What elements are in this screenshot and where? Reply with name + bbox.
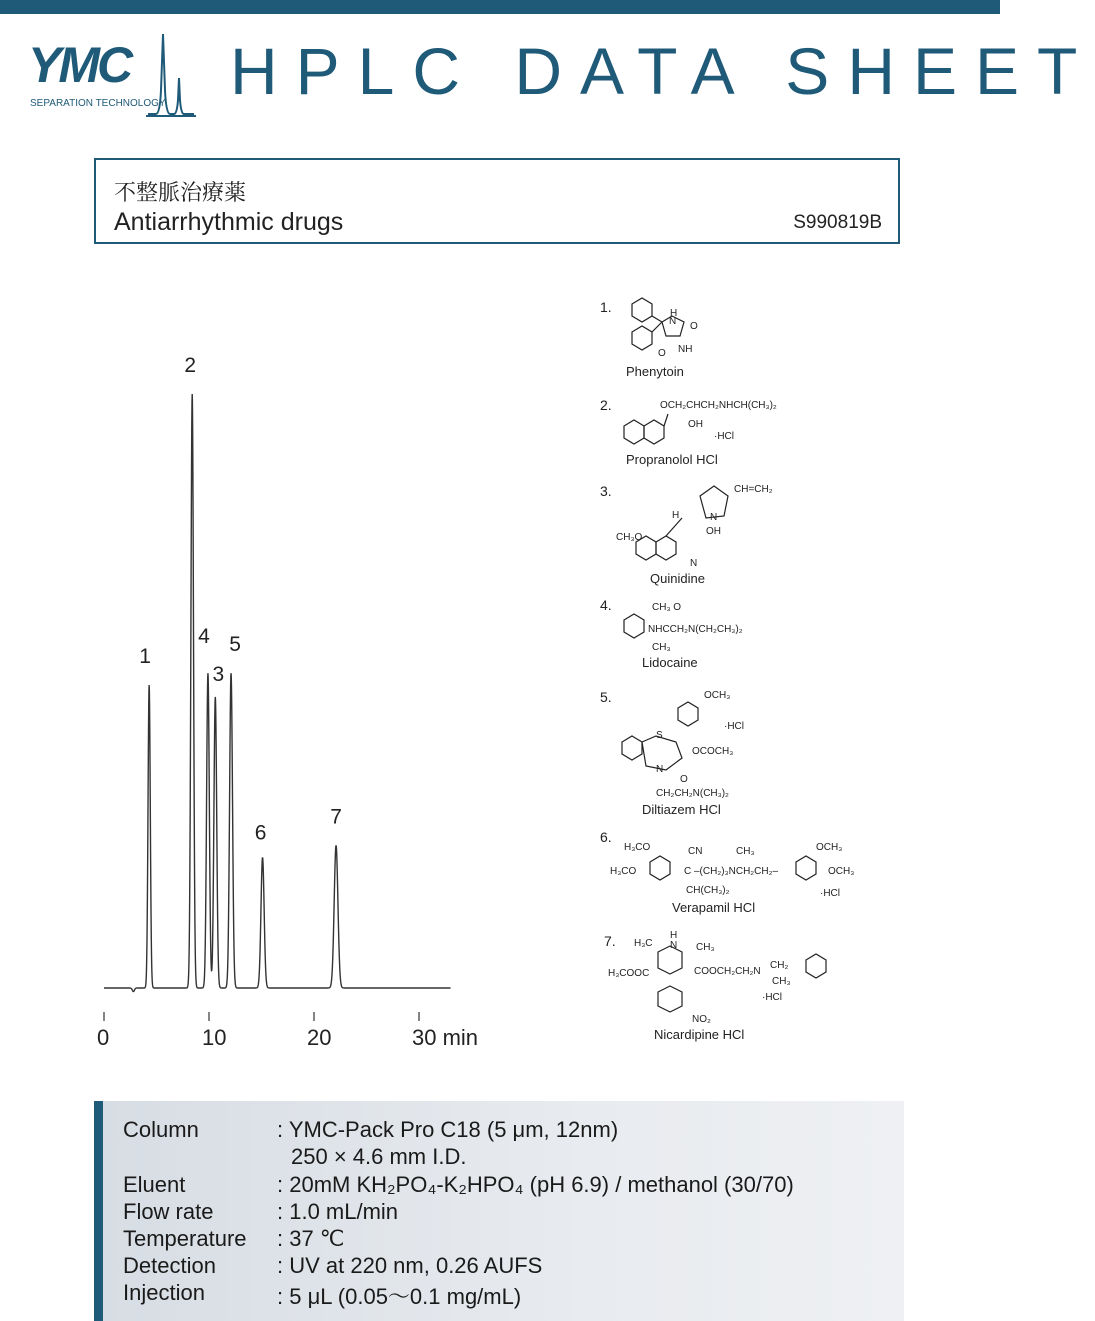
structure-propranolol <box>600 397 777 467</box>
x-tick-label: 10 <box>202 1025 227 1050</box>
logo-peak-icon <box>146 30 196 120</box>
svg-text:CH₃O: CH₃O <box>616 532 643 543</box>
svg-text:O: O <box>690 321 698 332</box>
svg-text:OH: OH <box>706 526 721 537</box>
svg-text:H₃COOC: H₃COOC <box>608 968 650 979</box>
svg-text:H₃C: H₃C <box>634 938 653 949</box>
compound-structures <box>596 296 896 1056</box>
svg-text:H: H <box>670 308 678 319</box>
logo-text: YMC <box>28 37 131 93</box>
compound-name: Quinidine <box>650 571 705 586</box>
svg-text:OCH₃: OCH₃ <box>816 842 843 853</box>
compound-name: Nicardipine HCl <box>654 1027 745 1042</box>
svg-text:OCH₃: OCH₃ <box>828 866 855 877</box>
svg-text:CH₃: CH₃ <box>652 642 671 653</box>
structure-diltiazem <box>600 689 744 817</box>
logo-subtitle: SEPARATION TECHNOLOGY <box>30 98 166 109</box>
svg-text:CH₃ O: CH₃ O <box>652 602 682 613</box>
condition-value: : 1.0 mL/min <box>277 1199 399 1224</box>
compound-number: 1. <box>600 299 612 315</box>
svg-text:H₃CO: H₃CO <box>610 866 637 877</box>
svg-text:·HCl: ·HCl <box>714 431 734 442</box>
svg-text:S: S <box>656 730 663 741</box>
x-tick-label: 30 min <box>412 1025 479 1050</box>
condition-label: Eluent <box>123 1172 186 1197</box>
svg-text:OCOCH₃: OCOCH₃ <box>692 746 734 757</box>
svg-text:O: O <box>680 774 688 785</box>
svg-text:CH₃: CH₃ <box>772 976 791 987</box>
peak-label: 5 <box>229 633 241 657</box>
svg-text:N: N <box>656 764 664 775</box>
svg-text:OCH₃: OCH₃ <box>704 690 731 701</box>
svg-text:NO₂: NO₂ <box>692 1014 711 1025</box>
compound-number: 5. <box>600 689 612 705</box>
svg-text:N: N <box>710 512 718 523</box>
peak-label: 3 <box>212 662 225 686</box>
svg-text:N: N <box>669 316 677 327</box>
svg-text:·HCl: ·HCl <box>762 992 782 1003</box>
structure-verapamil <box>600 829 854 915</box>
page-title: HPLC DATA SHEET <box>230 34 1095 108</box>
compound-name: Lidocaine <box>642 655 698 670</box>
condition-value: : YMC-Pack Pro C18 (5 μm, 12nm) <box>277 1117 619 1142</box>
svg-text:·HCl: ·HCl <box>820 888 840 899</box>
structure-phenytoin <box>600 298 698 379</box>
condition-label: Injection <box>123 1280 205 1305</box>
svg-text:CH₃: CH₃ <box>696 942 715 953</box>
chromatogram <box>90 340 490 1050</box>
svg-text:O: O <box>658 348 666 359</box>
svg-text:OCH₂CHCH₂NHCH(CH₃)₂: OCH₂CHCH₂NHCH(CH₃)₂ <box>660 400 777 411</box>
svg-text:H₃CO: H₃CO <box>624 842 651 853</box>
compound-number: 3. <box>600 483 612 499</box>
peak-label: 4 <box>198 625 210 649</box>
condition-label: Temperature <box>123 1226 247 1251</box>
title-japanese: 不整脈治療薬 <box>114 181 247 206</box>
peak-label: 7 <box>330 805 342 829</box>
svg-text:N: N <box>670 940 678 951</box>
condition-value: : 37 ℃ <box>277 1226 345 1251</box>
svg-text:CH₂: CH₂ <box>770 960 789 971</box>
svg-text:C –(CH₂)₃NCH₂CH₂–: C –(CH₂)₃NCH₂CH₂– <box>684 866 779 877</box>
svg-text:·HCl: ·HCl <box>724 721 744 732</box>
title-box <box>94 158 900 244</box>
top-bar <box>0 0 1000 14</box>
title-english: Antiarrhythmic drugs <box>114 208 344 236</box>
condition-label: Column <box>123 1117 199 1142</box>
conditions-panel <box>94 1101 904 1321</box>
peak-label: 2 <box>184 354 197 377</box>
compound-number: 2. <box>600 397 612 413</box>
x-tick-label: 0 <box>97 1025 110 1050</box>
svg-text:CH=CH₂: CH=CH₂ <box>734 484 773 495</box>
condition-value: 250 × 4.6 mm I.D. <box>291 1144 467 1169</box>
compound-number: 4. <box>600 597 612 613</box>
chromatogram-trace <box>104 394 451 992</box>
svg-text:NH: NH <box>678 344 693 355</box>
compound-name: Phenytoin <box>626 364 684 379</box>
compound-name: Diltiazem HCl <box>642 802 721 817</box>
condition-label: Detection <box>123 1253 216 1278</box>
x-tick-label: 20 <box>307 1025 332 1050</box>
ymc-logo <box>28 30 193 120</box>
svg-text:CN: CN <box>688 846 703 857</box>
compound-number: 6. <box>600 829 612 845</box>
condition-label: Flow rate <box>123 1199 214 1224</box>
svg-text:CH(CH₃)₂: CH(CH₃)₂ <box>686 885 730 896</box>
condition-value: : UV at 220 nm, 0.26 AUFS <box>277 1253 543 1278</box>
structure-nicardipine <box>604 930 826 1042</box>
compound-name: Verapamil HCl <box>672 900 756 915</box>
datasheet-code: S990819B <box>793 212 882 233</box>
svg-text:N: N <box>690 558 698 569</box>
peak-label: 6 <box>254 821 267 845</box>
condition-value: : 20mM KH₂PO₄-K₂HPO₄ (pH 6.9) / methanol (30/70) <box>277 1172 794 1197</box>
svg-text:H: H <box>672 510 680 521</box>
condition-value: : 5 μL (0.05〜0.1 mg/mL) <box>277 1284 522 1309</box>
svg-text:H: H <box>670 930 678 941</box>
svg-text:NHCCH₂N(CH₂CH₃)₂: NHCCH₂N(CH₂CH₃)₂ <box>648 624 743 635</box>
peak-label: 1 <box>139 645 151 669</box>
compound-name: Propranolol HCl <box>626 452 718 467</box>
structure-lidocaine <box>600 597 743 670</box>
structure-quinidine <box>600 483 773 586</box>
svg-text:OH: OH <box>688 419 703 430</box>
svg-text:COOCH₂CH₂N: COOCH₂CH₂N <box>694 966 761 977</box>
compound-number: 7. <box>604 933 616 949</box>
svg-text:CH₂CH₂N(CH₃)₂: CH₂CH₂N(CH₃)₂ <box>656 788 729 799</box>
svg-text:CH₃: CH₃ <box>736 846 755 857</box>
